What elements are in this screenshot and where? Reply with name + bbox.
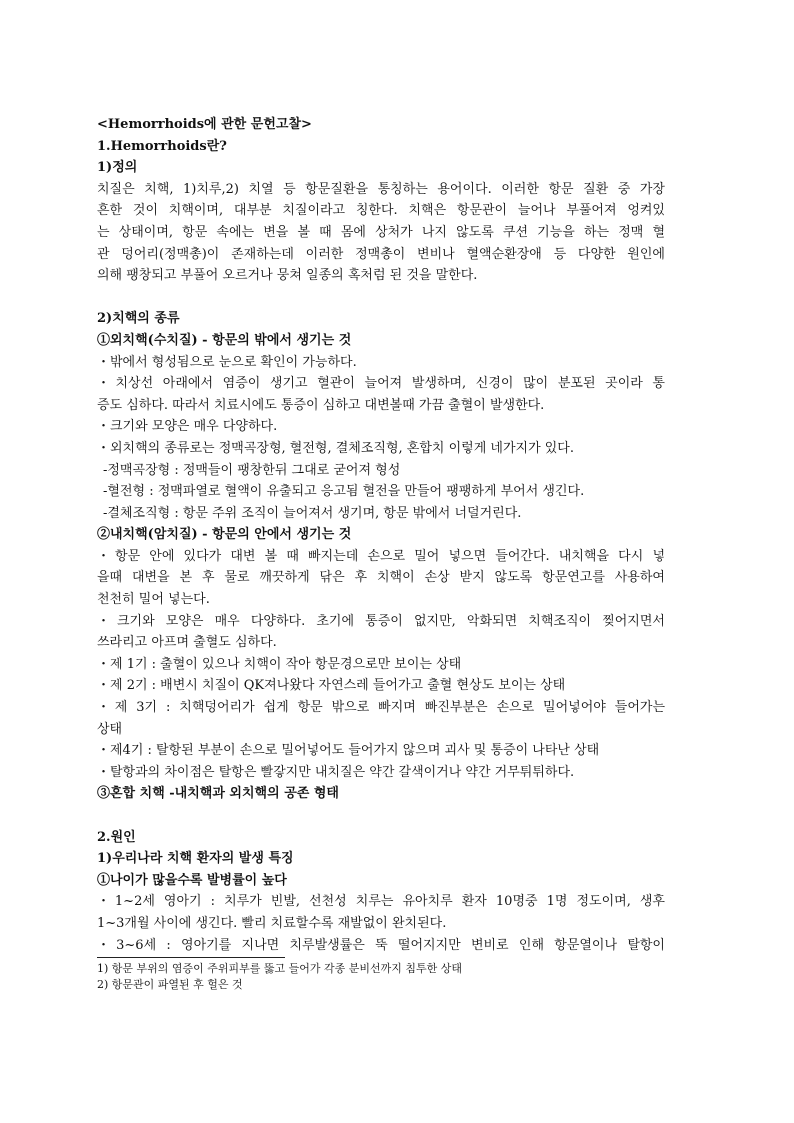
document-body bbox=[97, 114, 665, 956]
internal-line: ・탈항과의 차이점은 탈항은 빨갛지만 내치질은 약간 갈색이거나 약간 거무튀튀하다. bbox=[97, 764, 575, 780]
footnote-2: 2) 항문관이 파열된 후 헐은 것 bbox=[97, 978, 243, 991]
external-line: ・외치핵의 종류로는 정맥곡장형, 혈전형, 결체조직형, 혼합치 이렇게 네가지가 있다. bbox=[97, 440, 575, 456]
external-line: ・밖에서 형성됨으로 눈으로 확인이 가능하다. bbox=[97, 354, 357, 370]
definition-line: 흔한 것이 치핵이며, 대부분 치질이라고 칭한다. 치핵은 항문관이 늘어나 부풀어져 엉켜있 bbox=[97, 203, 665, 219]
paragraph-gap bbox=[97, 805, 665, 827]
external-subtype-line: -혈전형 : 정맥파열로 혈액이 유출되고 응고됨 혈전을 만들어 팽팽하게 부어서 생긴다. bbox=[103, 484, 585, 500]
external-line: 증도 심하다. 따라서 치료시에도 통증이 심하고 대변볼때 가끔 출혈이 발생한다. bbox=[97, 397, 545, 413]
internal-line: 상태 bbox=[97, 721, 123, 737]
section-2-heading: 2.원인 bbox=[97, 829, 136, 845]
definition-heading: 1)정의 bbox=[97, 160, 138, 176]
internal-line: 천천히 밀어 넣는다. bbox=[97, 592, 210, 608]
external-line: ・크기와 모양은 매우 다양하다. bbox=[97, 419, 278, 435]
internal-line: ・제 3기 : 치핵덩어리가 쉽게 항문 밖으로 빠지며 빠진부분은 손으로 밀어넣어야 들어가는 bbox=[97, 700, 665, 716]
cause-line: ・1~2세 영아기 : 치루가 빈발, 선천성 치루는 유아치루 환자 10명중 1명 정도이며, 생후 bbox=[97, 894, 665, 910]
internal-line: ・항문 안에 있다가 대변 볼 때 빠지는데 손으로 밀어 넣으면 들어간다. 내치핵을 다시 넣 bbox=[97, 548, 665, 564]
cause-line: ・3~6세 : 영아기를 지나면 치루발생률은 뚝 떨어지지만 변비로 인해 항문열이나 탈항이 bbox=[97, 937, 665, 953]
document-title: <Hemorrhoids에 관한 문헌고찰> bbox=[97, 117, 312, 132]
paragraph-gap bbox=[97, 287, 665, 309]
definition-line: 치질은 치핵, 1)치루,2) 치열 등 항문질환을 통칭하는 용어이다. 이러한 항문 질환 중 가장 bbox=[97, 181, 665, 197]
footnote-1: 1) 항문 부위의 염증이 주위피부를 뚫고 들어가 각종 분비선까지 침투한 상태 bbox=[97, 962, 463, 975]
internal-line: 쓰라리고 아프며 출혈도 심하다. bbox=[97, 635, 277, 651]
external-subtype-line: -정맥곡장형 : 정맥들이 팽창한뒤 그대로 굳어져 형성 bbox=[103, 462, 401, 478]
types-heading: 2)치핵의 종류 bbox=[97, 311, 180, 327]
age-heading: ①나이가 많을수록 발병률이 높다 bbox=[97, 872, 287, 888]
internal-line: ・제 1기 : 출혈이 있으나 치핵이 작아 항문경으로만 보이는 상태 bbox=[97, 656, 462, 672]
definition-line: 관 덩어리(정맥총)이 존재하는데 이러한 정맥총이 변비나 혈액순환장애 등 다양한 원인에 bbox=[97, 246, 665, 262]
external-subtype-line: -결체조직형 : 항문 주위 조직이 늘어져서 생기며, 항문 밖에서 너덜거린다. bbox=[103, 505, 522, 521]
external-line: ・치상선 아래에서 염증이 생기고 혈관이 늘어져 발생하며, 신경이 많이 분포된 곳이라 통 bbox=[97, 376, 665, 392]
definition-line: 는 상태이며, 항문 속에는 변을 볼 때 몸에 상처가 나지 않도록 쿠션 기능을 하는 정맥 혈 bbox=[97, 224, 665, 240]
section-2-subheading: 1)우리나라 치핵 환자의 발생 특징 bbox=[97, 851, 294, 867]
internal-line: ・제 2기 : 배변시 치질이 QK져나왔다 자연스레 들어가고 출혈 현상도 보이는 상태 bbox=[97, 678, 566, 694]
internal-line: ・크기와 모양은 매우 다양하다. 초기에 통증이 없지만, 악화되면 치핵조직이 찢어지면서 bbox=[97, 613, 665, 629]
cause-line: 1~3개월 사이에 생긴다. 빨리 치료할수록 재발없이 완치된다. bbox=[97, 915, 447, 931]
internal-line: 을때 대변을 본 후 물로 깨끗하게 닦은 후 치핵이 손상 받지 않도록 항문연고를 사용하여 bbox=[97, 570, 665, 586]
definition-line: 의해 팽창되고 부풀어 오르거나 뭉쳐 일종의 혹처럼 된 것을 말한다. bbox=[97, 268, 478, 284]
external-hemorrhoid-heading: ①외치핵(수치질) - 항문의 밖에서 생기는 것 bbox=[97, 332, 352, 348]
internal-line: ・제4기 : 탈항된 부분이 손으로 밀어넣어도 들어가지 않으며 괴사 및 통증이 나타난 상태 bbox=[97, 743, 600, 759]
section-1-heading: 1.Hemorrhoids란? bbox=[97, 138, 227, 154]
mixed-hemorrhoid-heading: ③혼합 치핵 -내치핵과 외치핵의 공존 형태 bbox=[97, 786, 339, 802]
footnote-divider bbox=[97, 957, 285, 958]
internal-hemorrhoid-heading: ②내치핵(암치질) - 항문의 안에서 생기는 것 bbox=[97, 527, 352, 543]
